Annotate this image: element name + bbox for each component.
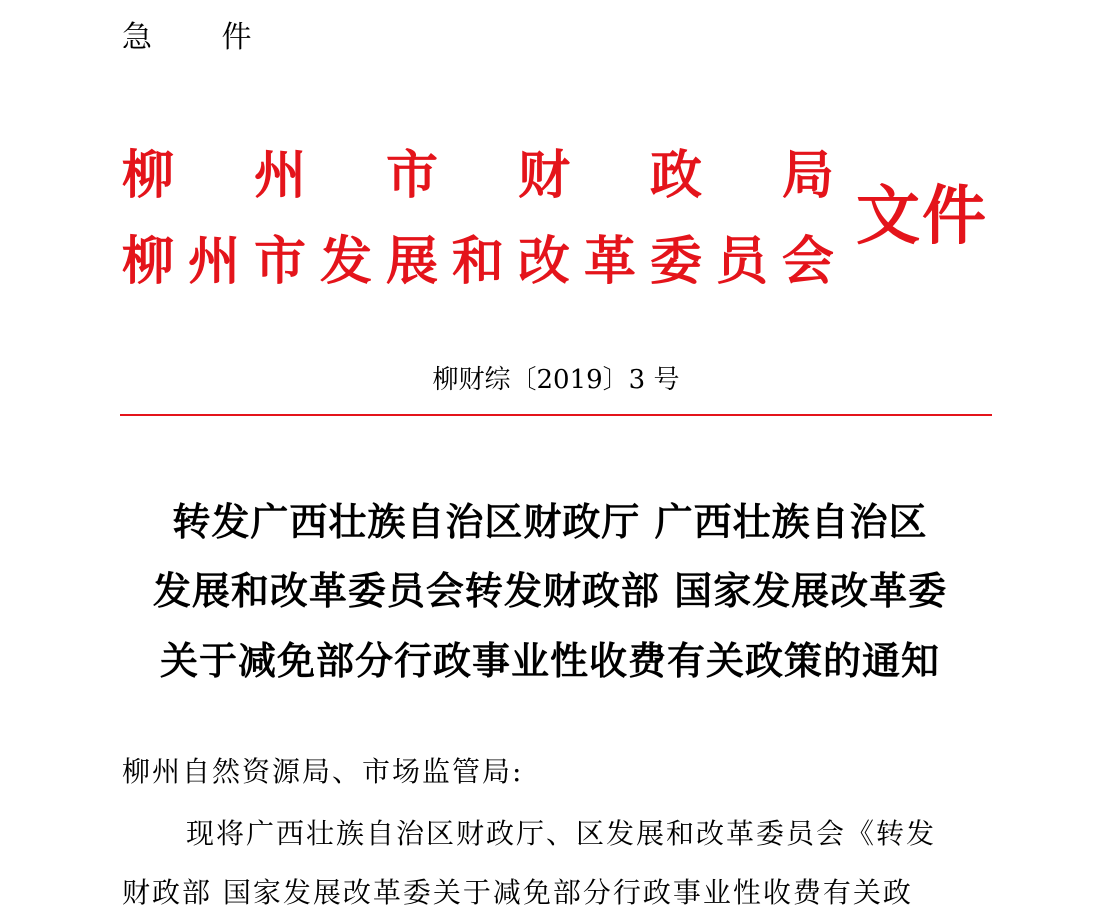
issuer-char: 政 bbox=[649, 145, 702, 206]
issuer-char: 会 bbox=[781, 231, 834, 292]
red-divider bbox=[120, 414, 992, 416]
document-suffix: 文件 bbox=[856, 179, 988, 254]
issuer-char: 财 bbox=[517, 145, 570, 206]
issuer-char: 革 bbox=[583, 231, 636, 292]
urgency-label: 急 件 bbox=[122, 20, 282, 55]
recipient-line: 柳州自然资源局、市场监管局: bbox=[122, 755, 524, 788]
issuer-char: 发 bbox=[319, 231, 372, 292]
issuer-char: 改 bbox=[517, 231, 570, 292]
issuer-char: 州 bbox=[187, 231, 240, 292]
issuer-char: 委 bbox=[649, 231, 702, 292]
document-title-line-1: 转发广西壮族自治区财政厅 广西壮族自治区 bbox=[172, 500, 928, 544]
issuer-finance-bureau bbox=[122, 146, 834, 206]
issuer-development-reform-commission bbox=[122, 232, 834, 292]
document-title-line-2: 发展和改革委员会转发财政部 国家发展改革委 bbox=[152, 569, 948, 613]
document-number: 柳财综〔2019〕3 号 bbox=[432, 365, 680, 395]
issuer-char: 局 bbox=[781, 145, 834, 206]
issuer-char: 市 bbox=[253, 231, 306, 292]
issuer-char: 市 bbox=[385, 145, 438, 206]
issuer-char: 员 bbox=[715, 231, 768, 292]
issuer-char: 展 bbox=[385, 231, 438, 292]
issuer-char: 州 bbox=[253, 145, 306, 206]
issuer-char: 柳 bbox=[122, 145, 175, 206]
body-paragraph-line-1: 现将广西壮族自治区财政厅、区发展和改革委员会《转发 bbox=[186, 817, 937, 850]
issuer-char: 和 bbox=[451, 231, 504, 292]
body-paragraph-line-2: 财政部 国家发展改革委关于减免部分行政事业性收费有关政 bbox=[122, 876, 913, 909]
issuer-char: 柳 bbox=[122, 231, 175, 292]
document-title-line-3: 关于减免部分行政事业性收费有关政策的通知 bbox=[159, 639, 940, 683]
